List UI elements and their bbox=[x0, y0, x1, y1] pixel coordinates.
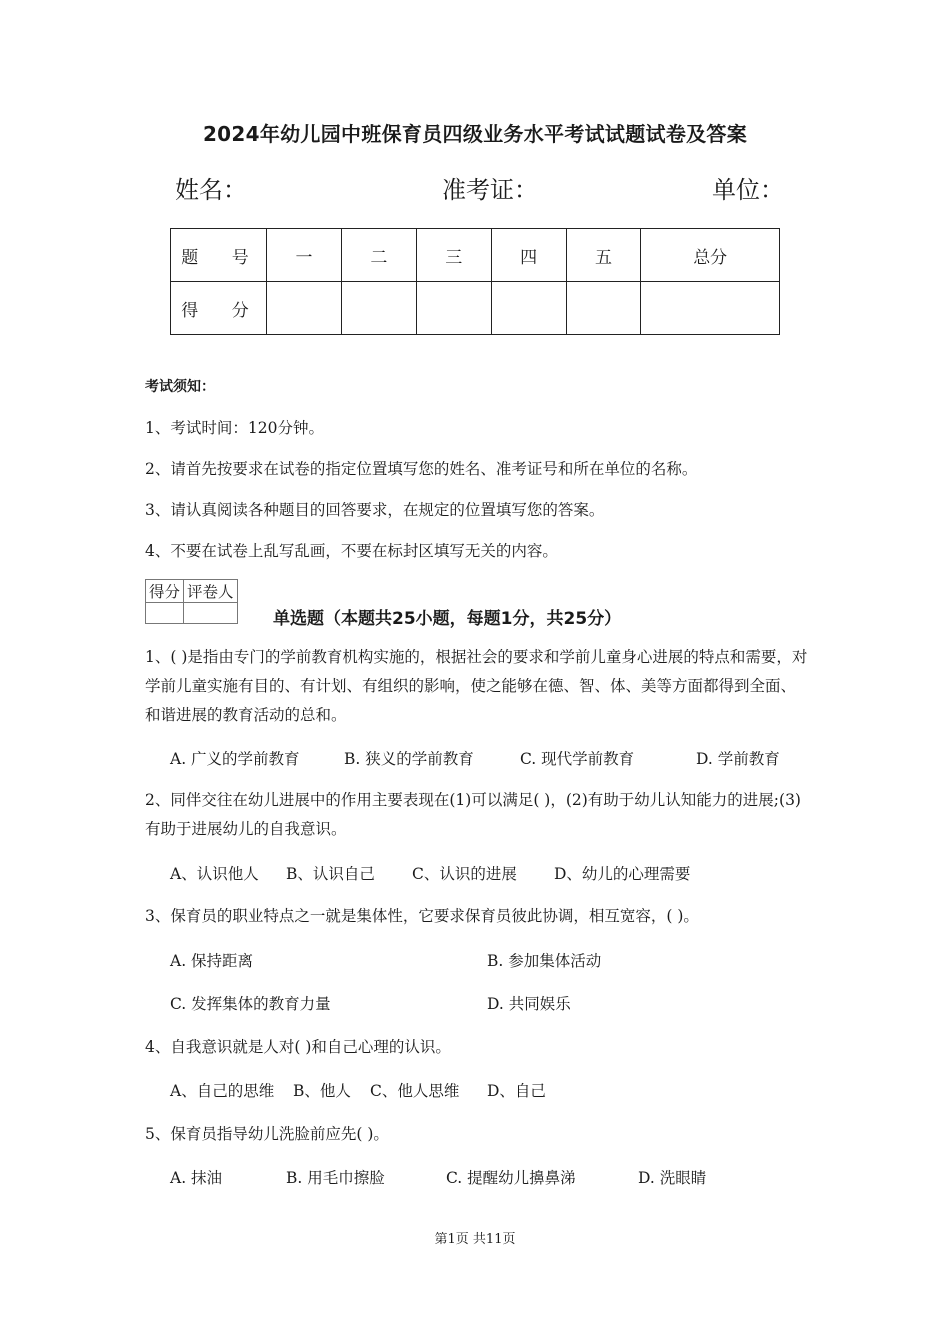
notice-item: 3、请认真阅读各种题目的回答要求，在规定的位置填写您的答案。 bbox=[145, 501, 605, 519]
question-1-option-a: A. 广义的学前教育 bbox=[170, 750, 300, 768]
grader-box-blank bbox=[146, 603, 184, 624]
score-table-score-row bbox=[171, 282, 780, 335]
question-5-option-d: D. 洗眼睛 bbox=[638, 1169, 707, 1187]
question-5-option-a: A. 抹油 bbox=[170, 1169, 223, 1187]
question-1-option-c: C. 现代学前教育 bbox=[520, 750, 635, 768]
notice-item: 2、请首先按要求在试卷的指定位置填写您的姓名、准考证号和所在单位的名称。 bbox=[145, 460, 698, 478]
name-field-label: 姓名： bbox=[175, 176, 247, 204]
score-table-cell: 得 分 bbox=[171, 282, 267, 335]
question-3-option-d: D. 共同娱乐 bbox=[487, 995, 571, 1013]
score-table-header-row bbox=[171, 229, 780, 282]
score-blank-cell bbox=[566, 282, 641, 335]
question-4-text: 4、自我意识就是人对( )和自己心理的认识。 bbox=[145, 1038, 451, 1056]
score-table-cell: 二 bbox=[341, 229, 416, 282]
score-table-cell: 题 号 bbox=[171, 229, 267, 282]
question-2-option-d: D、幼儿的心理需要 bbox=[554, 865, 691, 883]
score-table-cell: 三 bbox=[416, 229, 491, 282]
score-table-cell: 四 bbox=[491, 229, 566, 282]
page-title: 2024年幼儿园中班保育员四级业务水平考试试题试卷及答案 bbox=[202, 122, 748, 146]
question-3-text: 3、保育员的职业特点之一就是集体性，它要求保育员彼此协调，相互宽容，( )。 bbox=[145, 907, 699, 925]
notice-heading: 考试须知： bbox=[145, 379, 215, 395]
score-blank-cell bbox=[641, 282, 780, 335]
question-4-option-c: C、他人思维 bbox=[370, 1082, 460, 1100]
score-blank-cell bbox=[267, 282, 342, 335]
score-table bbox=[170, 228, 780, 335]
question-2-option-b: B、认识自己 bbox=[286, 865, 375, 883]
exam-id-field-label: 准考证： bbox=[442, 176, 538, 204]
question-1-text: 1、( )是指由专门的学前教育机构实施的，根据社会的要求和学前儿童身心进展的特点和需要，对学前儿童实施有目的、有计划、有组织的影响，使之能够在德、智、体、美等方面都得到全面、和谐进展的教育活动的总和。 bbox=[145, 648, 808, 724]
question-4-option-b: B、他人 bbox=[293, 1082, 351, 1100]
question-3-option-b: B. 参加集体活动 bbox=[487, 952, 602, 970]
section-title: 单选题（本题共25小题，每题1分，共25分） bbox=[273, 609, 622, 629]
score-blank-cell bbox=[416, 282, 491, 335]
unit-field-label: 单位： bbox=[712, 176, 784, 204]
score-table-cell: 五 bbox=[566, 229, 641, 282]
question-2-text: 2、同伴交往在幼儿进展中的作用主要表现在(1)可以满足( )，(2)有助于幼儿认知能力的进展;(3)有助于进展幼儿的自我意识。 bbox=[145, 791, 801, 838]
notice-item: 4、不要在试卷上乱写乱画，不要在标封区填写无关的内容。 bbox=[145, 542, 558, 560]
question-2-option-c: C、认识的进展 bbox=[412, 865, 517, 883]
grader-box-score-label: 得分 bbox=[146, 580, 184, 603]
question-5-text: 5、保育员指导幼儿洗脸前应先( )。 bbox=[145, 1125, 389, 1143]
question-1-option-d: D. 学前教育 bbox=[696, 750, 780, 768]
question-3-option-a: A. 保持距离 bbox=[170, 952, 254, 970]
question-5-option-b: B. 用毛巾擦脸 bbox=[286, 1169, 385, 1187]
score-blank-cell bbox=[491, 282, 566, 335]
grader-box-grader-label: 评卷人 bbox=[184, 580, 238, 603]
question-3-option-c: C. 发挥集体的教育力量 bbox=[170, 995, 331, 1013]
score-table-cell: 总分 bbox=[641, 229, 780, 282]
page-footer: 第1页 共11页 bbox=[434, 1232, 516, 1247]
grader-box bbox=[145, 579, 238, 624]
question-4-option-d: D、自己 bbox=[487, 1082, 546, 1100]
score-blank-cell bbox=[341, 282, 416, 335]
question-4-option-a: A、自己的思维 bbox=[170, 1082, 275, 1100]
question-1-option-b: B. 狭义的学前教育 bbox=[344, 750, 474, 768]
question-2-option-a: A、认识他人 bbox=[170, 865, 259, 883]
question-5-option-c: C. 提醒幼儿擤鼻涕 bbox=[446, 1169, 576, 1187]
score-table-cell: 一 bbox=[267, 229, 342, 282]
notice-item: 1、考试时间：120分钟。 bbox=[145, 419, 324, 437]
grader-box-blank bbox=[184, 603, 238, 624]
